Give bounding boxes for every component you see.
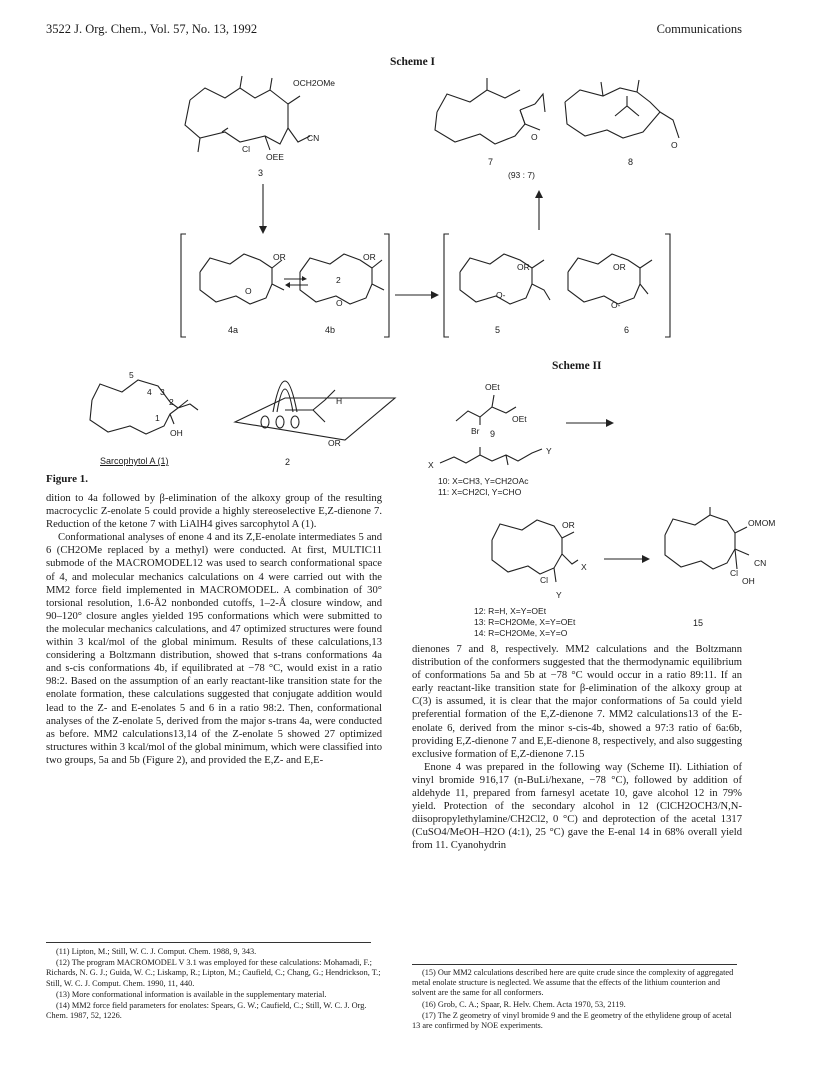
footnote-12: (12) The program MACROMODEL V 3.1 was employed for these calculations: Mohamadi, F.; Richards, N. G. J.; Guida, W. C.; Liskamp, R.; Lipton, M.; Caufield, C.; Chang, G.; Hendrickson, T.; Still, W. C. J. Comput. Chem. 1990, 11, 440.: [46, 958, 381, 988]
footnotes-left: [46, 947, 382, 1022]
compound-8-label: 8: [628, 157, 634, 167]
compound-11-line: 11: X=CH2Cl, Y=CHO: [438, 487, 522, 497]
c7-o-label: O: [531, 132, 538, 142]
left-paragraph-2: Conformational analyses of enone 4 and its Z,E-enolate intermediates 5 and 6 (CH2OMe replaced by a methyl) were conducted. At first, MULTIC11 submode of the MACROMODEL12 was used to search conformational space of 4, and molecular mechanics calculations on 4 were carried out with the MM2 force field implemented in MACROMODEL. A combination of 30° torsional resolution, 1.6-Å2 nonbonded cutoffs, 1–2-Å closure window, and 90–120° closure angles yielded 195 conformations which were submitted to the molecular mechanics calculations, and 47 optimized structures were found within 3 kcal/mol of the global minimum. Results of these calculations,13 considering a Boltzmann distribution, showed that s-trans conformations 4a and s-cis conformations 4b, if equilibrated at −78 °C, would exist in a ratio 98:2. Based on the assumption of an early reactant-like transition state for the enolate formation, these calculations suggested that conjugate addition would lead to the Z- and E-enolates 5 and 6 in a ratio 98:2. Then, conformational analyses of the Z-enolate 5, derived from the major s-trans 4a, were conducted as before. MM2 calculations13,14 of the Z-enolate 5 showed 27 optimized structures within 3 kcal/mol of the global minimum, which were classified into two groups, 5a and 5b (Figure 2), and provided the E,Z- and E,E-: [46, 532, 382, 766]
footnote-13: (13) More conformational information is available in the supplementary material.: [56, 989, 327, 999]
ts2-h-label: H: [336, 396, 343, 406]
ratio-7-8: (93 : 7): [508, 170, 535, 180]
compound-7-label: 7: [488, 157, 494, 167]
compound-5-label: 5: [495, 325, 501, 335]
c15-cl-label: Cl: [730, 568, 739, 578]
c4b-o-label: O: [336, 298, 343, 308]
sarc-num-4: 4: [147, 387, 152, 397]
running-header-right: Communications: [656, 22, 742, 36]
c8-o-label: O: [671, 140, 678, 150]
compound-14-line: 14: R=CH2OMe, X=Y=O: [474, 628, 568, 638]
footnote-15: (15) Our MM2 calculations described here are quite crude since the complexity of aggregated metal enolate structure is neglected. We assume that the effects of the lithium counterion and solvent are the same for all conformers.: [412, 968, 734, 998]
sarc-num-1: 1: [155, 413, 160, 423]
c3-cn-label: CN: [307, 133, 320, 143]
compound-5-structure: [452, 244, 552, 319]
c10-y-label: Y: [546, 446, 552, 456]
compound-9-label: 9: [490, 429, 496, 439]
compound-6-structure: [560, 244, 660, 319]
c4b-num-label: 2: [336, 275, 341, 285]
c12-cl-label: Cl: [540, 575, 549, 585]
footnote-16: (16) Grob, C. A.; Spaar, R. Helv. Chem. Acta 1970, 53, 2119.: [422, 999, 626, 1009]
running-header-left: 3522 J. Org. Chem., Vol. 57, No. 13, 1992: [46, 22, 258, 36]
c3-oee-label: OEE: [266, 152, 284, 162]
footnote-11: (11) Lipton, M.; Still, W. C. J. Comput. Chem. 1988, 9, 343.: [56, 947, 257, 956]
c6-or-label: OR: [613, 262, 626, 272]
c9-br-label: Br: [471, 426, 480, 436]
c5-o-label: O-: [496, 290, 506, 300]
footnote-17: (17) The Z geometry of vinyl bromide 9 and the E geometry of the ethylidene group of acetal 13 are confirmed by NOE experiments.: [412, 1010, 732, 1031]
c9-oet2-label: OEt: [512, 414, 527, 424]
footnote-rule-right: [412, 964, 737, 965]
figure-1-caption: Figure 1.: [46, 473, 88, 485]
compound-4b-label: 4b: [325, 325, 336, 335]
compound-15-label: 15: [693, 618, 704, 628]
compound-8-structure: [555, 72, 675, 162]
c15-oh-label: OH: [742, 576, 755, 586]
arrow-down-3-to-4: [258, 184, 268, 236]
c15-cn-label: CN: [754, 558, 767, 568]
compound-15-structure: [655, 505, 755, 595]
c4b-or-label: OR: [363, 252, 376, 262]
compound-10-11-structure: [432, 445, 552, 470]
footnote-14: (14) MM2 force field parameters for enolates: Spears, G. W.; Caufield, C.; Still, W. C. J. Org. Chem. 1987, 52, 1226.: [46, 1001, 367, 1021]
footnote-rule-left: [46, 942, 371, 943]
compound-9-structure: [450, 385, 530, 435]
c12-or-label: OR: [562, 520, 575, 530]
sarcophytol-a-label: Sarcophytol A (1): [100, 456, 169, 466]
ts2-label: 2: [285, 457, 291, 467]
compound-12-line: 12: R=H, X=Y=OEt: [474, 606, 547, 616]
sarcophytol-a-structure: [70, 368, 200, 453]
compound-10-line: 10: X=CH3, Y=CH2OAc: [438, 476, 529, 486]
arrow-right-4-to-5: [395, 290, 441, 300]
c15-omom-label: OMOM: [748, 518, 776, 528]
arrow-scheme2-2: [604, 554, 654, 564]
c4a-o-label: O: [245, 286, 252, 296]
c4a-or-label: OR: [273, 252, 286, 262]
footnotes-right: [412, 968, 742, 1032]
left-paragraph-1: dition to 4a followed by β-elimination of the alkoxy group of the resulting macrocyclic Z-enolate 5 could provide a highly stereoselective E,Z-dienone 7. Reduction of the ketone 7 with LiAlH4 gives sarcophytol A (1).: [46, 493, 382, 531]
arrow-up-to-7-8: [534, 190, 544, 230]
sarc-num-5: 5: [129, 370, 134, 380]
c9-oet1-label: OEt: [485, 382, 500, 392]
compound-6-label: 6: [624, 325, 630, 335]
right-column: [412, 643, 742, 853]
c10-x-label: X: [428, 460, 434, 470]
sarc-num-2: 2: [169, 397, 174, 407]
c3-och2ome-label: OCH2OMe: [293, 78, 336, 88]
left-column: [46, 492, 382, 767]
compound-7-structure: [425, 72, 545, 162]
compound-13-line: 13: R=CH2OMe, X=Y=OEt: [474, 617, 576, 627]
c3-cl-label: Cl: [242, 144, 251, 154]
transition-state-2-structure: [225, 360, 405, 455]
right-paragraph-2: Enone 4 was prepared in the following way (Scheme II). Lithiation of vinyl bromide 916,17 (n-BuLi/hexane, −78 °C), followed by addition of aldehyde 11, prepared from farnesyl acetate 10, gave alcohol 12 in 79% yield. Protection of the secondary alcohol in 12 (ClCH2OCH3/N,N-diisopropylethylamine/CH2Cl2, 0 °C) and deprotection of the acetal 1317 (CuSO4/MeOH–H2O (4:1), 25 °C) gave the E-enal 14 in 68% overall yield from 11. Cyanohydrin: [412, 761, 742, 852]
sarc-num-3: 3: [160, 387, 165, 397]
sarc-oh-label: OH: [170, 428, 183, 438]
arrow-scheme2-1: [566, 418, 616, 428]
compound-4a-label: 4a: [228, 325, 239, 335]
scheme-2-title: Scheme II: [552, 360, 602, 372]
c6-o-label: O-: [611, 300, 621, 310]
ts2-or-label: OR: [328, 438, 341, 448]
compound-3-label: 3: [258, 168, 264, 178]
scheme-1-title: Scheme I: [390, 56, 436, 68]
c5-or-label: OR: [517, 262, 530, 272]
right-paragraph-1: dienones 7 and 8, respectively. MM2 calculations and the Boltzmann distribution of the conformers suggested that the thermodynamic equilibrium of conformations 5a and 5b at −78 °C would occur in a ratio 89:11. If an early reactant-like transition state for β-elimination of the alkoxy group at C(3) is assumed, it is clear that the major conformations of 5a could yield preferential formation of the E,Z-dienone 7. MM2 calculations13 of the E-enolate 6, derived from the minor s-cis-4b, showed a 97:3 ratio of 6a:6b, providing E,Z-dienone 7 and E,E-dienone 8, respectively, and also suggesting exclusive formation of E,Z-dienone 7.15: [412, 644, 742, 760]
c12-y-label: Y: [556, 590, 562, 600]
c12-x-label: X: [581, 562, 587, 572]
